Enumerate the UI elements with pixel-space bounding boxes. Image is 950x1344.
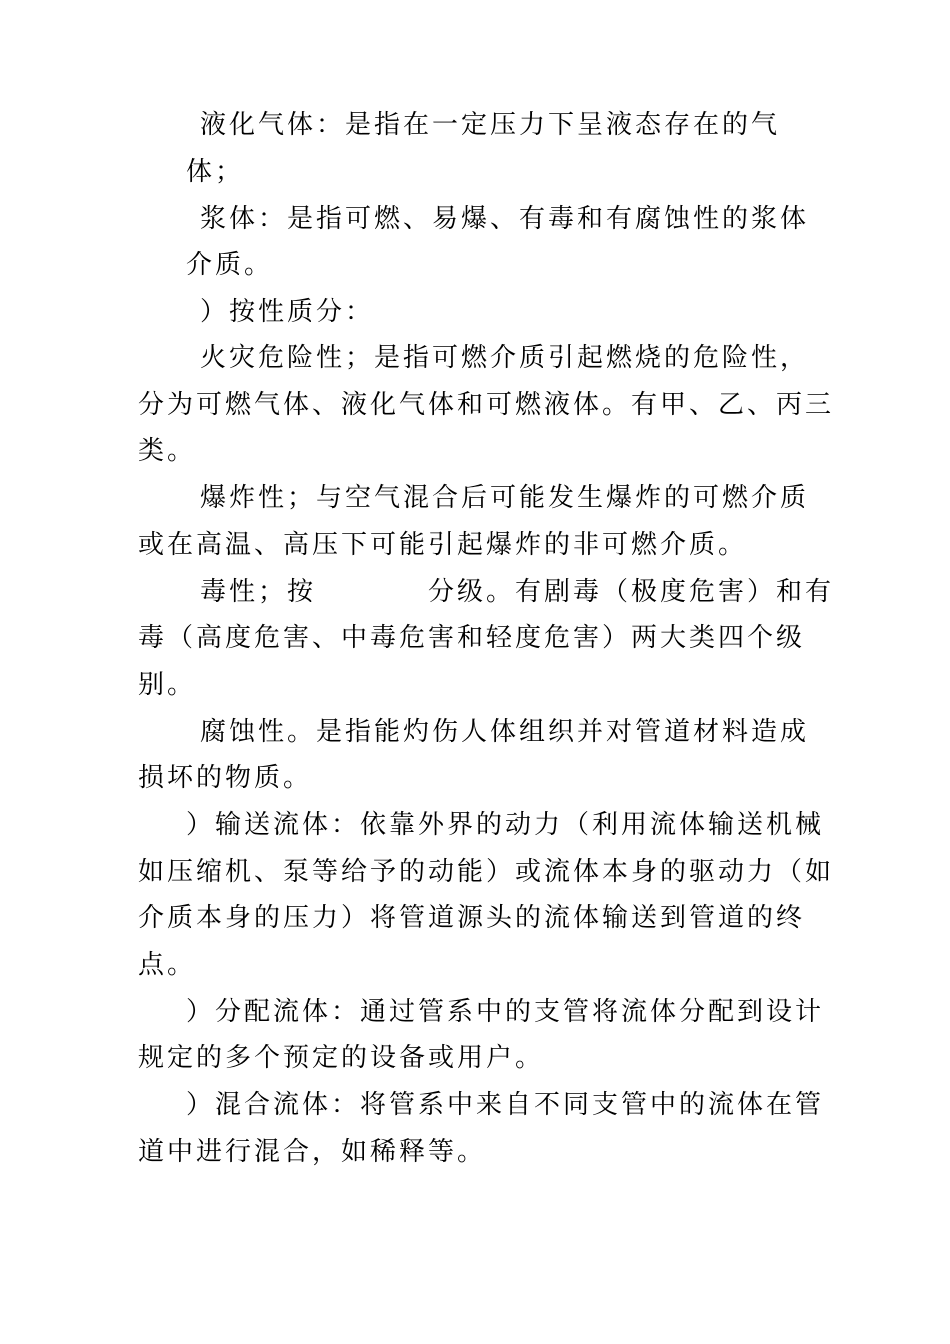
text-line-distribute-2: 规定的多个预定的设备或用户。 <box>138 1043 545 1073</box>
text-line-fire-hazard-2: 分为可燃气体、液化气体和可燃液体。有甲、乙、丙三 <box>138 390 835 420</box>
text-line-toxicity-1a: 毒性；按 <box>200 577 317 607</box>
text-line-distribute-1: ）分配流体：通过管系中的支管将流体分配到设计 <box>186 997 825 1027</box>
text-line-transport-3: 介质本身的压力）将管道源头的流体输送到管道的终 <box>138 903 806 933</box>
text-line-by-nature-heading: ）按性质分： <box>200 297 375 327</box>
text-line-explosive-1: 爆炸性；与空气混合后可能发生爆炸的可燃介质 <box>200 483 810 513</box>
text-line-mix-1: ）混合流体：将管系中来自不同支管中的流体在管 <box>186 1090 825 1120</box>
text-line-slurry-2: 介质。 <box>186 250 274 280</box>
text-line-liquefied-gas-1: 液化气体：是指在一定压力下呈液态存在的气 <box>200 110 781 140</box>
text-line-transport-4: 点。 <box>138 950 197 980</box>
text-line-fire-hazard-1: 火灾危险性；是指可燃介质引起燃烧的危险性， <box>200 343 810 373</box>
text-line-slurry-1: 浆体：是指可燃、易爆、有毒和有腐蚀性的浆体 <box>200 204 810 234</box>
text-line-transport-2: 如压缩机、泵等给予的动能）或流体本身的驱动力（如 <box>138 857 835 887</box>
text-line-explosive-2: 或在高温、高压下可能引起爆炸的非可燃介质。 <box>138 530 748 560</box>
text-line-toxicity-2: 毒（高度危害、中毒危害和轻度危害）两大类四个级 <box>138 623 806 653</box>
text-line-corrosive-2: 损坏的物质。 <box>138 763 313 793</box>
text-line-fire-hazard-3: 类。 <box>138 436 197 466</box>
text-line-toxicity-3: 别。 <box>138 670 197 700</box>
text-line-toxicity-1b: 分级。有剧毒（极度危害）和有 <box>428 577 835 607</box>
text-line-mix-2: 道中进行混合，如稀释等。 <box>138 1137 487 1167</box>
text-line-corrosive-1: 腐蚀性。是指能灼伤人体组织并对管道材料造成 <box>200 717 810 747</box>
text-line-transport-1: ）输送流体：依靠外界的动力（利用流体输送机械 <box>186 810 825 840</box>
text-line-liquefied-gas-2: 体； <box>186 157 245 187</box>
